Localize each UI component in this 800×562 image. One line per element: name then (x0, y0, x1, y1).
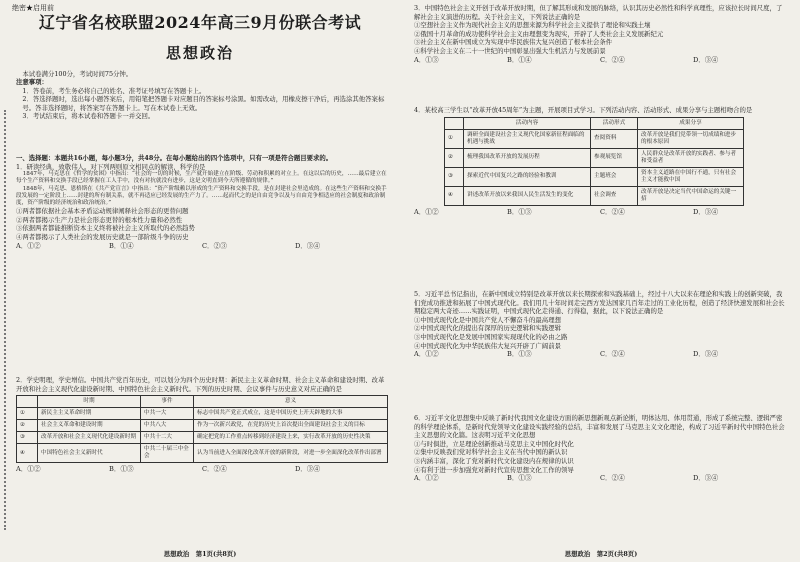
table-row: ② 社会主义革命和建设时期 中共八大 作为一次新兴政党，在党的历史上首次提出全面建设社会主义的目标 (17, 420, 388, 432)
header-content: 活动内容 (464, 117, 591, 129)
q5-option: ②中国式现代化的提出有深厚的历史逻辑和实践逻辑 (414, 324, 561, 333)
choice-b[interactable]: B．①④ (109, 241, 134, 250)
q6-stem: 6．习近平文化思想集中反映了新时代我国文化建设方面的新思想新观点新论断，明体达用、体用贯通，形成了系统完整、逻辑严密的科学理论体系，是新时代党领导文化建设实践经验的总结，丰富和发展了马克思主义文化理论，构成了习近平新时代中国特色社会主义思想的文化篇。这表明习近平文化思想 (414, 414, 785, 440)
cell: 中国特色社会主义新时代 (38, 444, 141, 463)
cell: ② (445, 148, 464, 167)
question-4 (414, 106, 786, 217)
header-form: 活动形式 (591, 117, 638, 129)
choice-c[interactable]: C．②④ (600, 55, 625, 64)
secret-label: 绝密★启用前 (12, 4, 54, 12)
page-footer-left: 思想政治 第1页(共8页) (163, 550, 237, 558)
q4-stem: 4．某校高三学生以“改革开放45周年”为主题，开展项目式学习。下列活动内容、活动形式、成果分享与主题相吻合的是 (414, 106, 753, 114)
cell: ③ (445, 167, 464, 186)
cell: 改革开放是决定当代中国命运的关键一招 (638, 186, 744, 205)
choice-a[interactable]: A．①② (414, 207, 439, 216)
q2-stem: 2．学史明理，学史增信。中国共产党百年历史，可以划分为四个历史时期：新民主主义革命时期、社会主义革命和建设时期、改革开放和社会主义现代化建设新时期、中国特色社会主义新时代。下列的历史时期、会议事件与历史意义对应正确的是 (16, 376, 385, 393)
cell: 探索近代中国复兴之路的经验和教训 (464, 167, 591, 186)
cell: 社会调查 (591, 186, 638, 205)
q4-choices (414, 208, 786, 217)
q6-choices (414, 474, 786, 483)
page-footer-right: 思想政治 第2页(共8页) (564, 550, 638, 558)
q1-quote1: 1847年，马克思在《哲学的贫困》中指出：“社会的一切的时候，生产就开始建立在阶级、劳动和积累的对立上。在这以后的历史，……最后建立在每个生产资料和交换手段已经掌握在工人手中，没有对抗就没有进步，这是文明直到今天所遵循的规律。” (16, 171, 387, 185)
table-row (445, 186, 744, 205)
choice-d[interactable]: D．③④ (295, 465, 321, 474)
q4-table (444, 117, 744, 206)
note-item: 2．答选择题时，选出每小题答案后，用铅笔把答题卡对应题目的答案标号涂黑。如需改动，用橡皮擦干净后，再选涂其他答案标号。答非选择题时，将答案写在答题卡上。写在本试卷上无效。 (22, 95, 385, 112)
cell: 改革开放是我们党带领一切成绩和进步的根本原因 (638, 129, 744, 148)
q3-stem: 3．中国特色社会主义开创于改革开放时期，但了解其形成和发展的脉络，认识其历史必然性和科学真理性，应该拉长时间尺度，了解社会主义演进的历程。关于社会主义，下列说法正确的是 (414, 4, 783, 21)
question-6 (414, 414, 786, 483)
q6-option: ④有利于进一步加强党对新时代宣传思想文化工作的领导 (414, 465, 574, 474)
exam-title: 辽宁省名校联盟2024年高三9月份联合考试 (38, 13, 362, 32)
header-event: 事件 (141, 396, 194, 408)
q6-option: ②集中反映我们党对科学社会主义在当代中国的新认识 (414, 448, 568, 457)
choice-c[interactable]: C．②③ (202, 241, 227, 250)
q5-option: ④中国式现代化为中华民族伟大复兴开辟了广阔前景 (414, 341, 561, 350)
cell: 人民群众是改革开放的实践者、参与者和受益者 (638, 148, 744, 167)
cell: 认为当前进入全面深化改革开放的新阶段，对进一步全面深化改革作出部署 (194, 444, 388, 463)
q3-choices (414, 56, 786, 65)
q5-option: ③中国式现代化是发展中国国家实现现代化的必由之路 (414, 332, 568, 341)
cell: 中共一大 (141, 408, 194, 420)
cell: 中共八大 (141, 420, 194, 432)
choice-b[interactable]: B．①④ (507, 55, 532, 64)
cell: 作为一次新兴政党，在党的历史上首次提出全面建设社会主义的目标 (194, 420, 388, 432)
question-5 (414, 290, 786, 359)
q1-option: ④两者都揭示了人类社会的发展历史就是一部阶级斗争的历史 (16, 232, 189, 241)
section-heading: 一、选择题：本题共16小题，每小题3分，共48分。在每小题给出的四个选项中，只有一项是符合题目要求的。 (16, 154, 333, 162)
cell: ① (445, 129, 464, 148)
cell: 主题班会 (591, 167, 638, 186)
q3-option: ④科学社会主义在二十一世纪的中国彰显出强大生机活力与发展前景 (414, 46, 606, 55)
cell: 社会主义革命和建设时期 (38, 420, 141, 432)
table-row (445, 148, 744, 167)
choice-c[interactable]: C．②④ (600, 350, 625, 359)
cell: 梳理我国改革开放的发展历程 (464, 148, 591, 167)
q3-option: ②俄国十月革命的成功使科学社会主义由理想变为现实，开辟了人类社会主义发展新纪元 (414, 29, 664, 38)
choice-b[interactable]: B．①③ (507, 207, 532, 216)
choice-a[interactable]: A．①② (16, 241, 41, 250)
table-header-row (17, 396, 388, 408)
question-3 (414, 4, 786, 65)
table-row: ④ 中国特色社会主义新时代 中共二十届三中全会 认为当前进入全面深化改革开放的新阶段，对进一步全面深化改革作出部署 (17, 444, 388, 463)
choice-a[interactable]: A．①② (16, 465, 41, 474)
header-meaning: 意义 (194, 396, 388, 408)
choice-c[interactable]: C．②④ (202, 465, 227, 474)
choice-a[interactable]: A．①② (414, 474, 439, 483)
q3-option: ①空想社会主义作为现代社会主义的思想来源为科学社会主义提供了理论和实践土壤 (414, 21, 651, 30)
table-row (445, 129, 744, 148)
choice-d[interactable]: D．③④ (693, 350, 719, 359)
q2-choices (16, 465, 388, 474)
choice-a[interactable]: A．①③ (414, 55, 439, 64)
right-page (406, 0, 796, 562)
table-row: ③ 改革开放和社会主义现代化建设新时期 中共十二大 确定把党的工作重点转移到经济建设上来，实行改革开放的历史性决策 (17, 432, 388, 444)
q1-choices (16, 242, 388, 251)
q5-stem: 5．习近平总书记指出，在新中国成立特别是改革开放以来长期探索和实践基础上，经过十八大以来在理论和实践上的创新突破，我们党成功推进和拓展了中国式现代化。我们用几十年时间走完西方发达国家几百年走过的工业化历程，创造了经济快速发展和社会长期稳定两大奇迹……实践证明，中国式现代化走得通、行得稳，据此，以下说法正确的是 (414, 290, 785, 316)
q1-quote2: 1848年，马克思、恩格斯在《共产党宣言》中指出：“资产阶级赖以形成的生产资料和交换手段，是在封建社会里造成的。在这些生产资料和交换手段发展的一定阶段上……封建的所有制关系，就不再适应已经发展的生产力了。……起而代之的是自由竞争以及与自由竞争相适应的社会制度和政治制度，资产阶级的经济统治和政治统治。” (16, 185, 387, 206)
cell: 参观展览馆 (591, 148, 638, 167)
q6-option: ③内涵丰富，深化了党对新时代文化建设内在规律的认识 (414, 456, 574, 465)
q1-option: ①两者都依据社会基本矛盾运动规律阐释社会形态的更替问题 (16, 207, 189, 216)
choice-b[interactable]: B．①③ (507, 350, 532, 359)
choice-d[interactable]: D．③④ (693, 55, 719, 64)
q5-choices (414, 350, 786, 359)
cell: 标志中国共产党正式成立，这是中国历史上开天辟地的大事 (194, 408, 388, 420)
cell: 新民主主义革命时期 (38, 408, 141, 420)
table-header-row (445, 117, 744, 129)
q6-option: ①与时俱进，立足理论创新推动马克思主义中国化时代化 (414, 439, 574, 448)
table-row (445, 167, 744, 186)
left-page (4, 0, 396, 562)
question-2 (16, 376, 388, 474)
table-row: ① 新民主主义革命时期 中共一大 标志中国共产党正式成立，这是中国历史上开天辟地的大事 (17, 408, 388, 420)
header-result: 成果分享 (638, 117, 744, 129)
cell: 查阅资料 (591, 129, 638, 148)
q1-stem: 1．研读经典，致敬伟人。对下列两则原文相同点的解读，科学的是 (16, 162, 206, 171)
cell: 调研全面建设社会主义现代化国家新征程面临的机遇与挑战 (464, 129, 591, 148)
instructions (16, 70, 388, 120)
note-item: 3．考试结束后，将本试卷和答题卡一并交回。 (22, 112, 155, 121)
choice-c[interactable]: C．②④ (600, 207, 625, 216)
header-period: 时期 (38, 396, 141, 408)
notes-title: 注意事项： (16, 78, 48, 87)
choice-b[interactable]: B．①③ (109, 465, 134, 474)
q1-option: ②两者都揭示生产力是社会形态更替的根本性力量和必然性 (16, 215, 183, 224)
choice-a[interactable]: A．①② (414, 350, 439, 359)
note-item: 1．答卷前，考生务必将自己的姓名、准考证号填写在答题卡上。 (22, 86, 206, 95)
choice-b[interactable]: B．①③ (507, 474, 532, 483)
choice-d[interactable]: D．③④ (295, 241, 321, 250)
choice-d[interactable]: D．③④ (693, 474, 719, 483)
cell: 讲述改革开放以来我国人民生活发生的变化 (464, 186, 591, 205)
choice-d[interactable]: D．③④ (693, 207, 719, 216)
cell: 中共十二大 (141, 432, 194, 444)
q5-option: ①中国式现代化是中国共产党人不懈奋斗的最高理想 (414, 315, 561, 324)
cell: 改革开放和社会主义现代化建设新时期 (38, 432, 141, 444)
subject-title: 思想政治 (165, 44, 234, 62)
cell: ④ (445, 186, 464, 205)
intro-text: 本试卷满分100分，考试时间75分钟。 (22, 70, 133, 78)
question-1 (16, 154, 388, 251)
binding-line (4, 110, 12, 530)
cell: 中共二十届三中全会 (141, 444, 194, 463)
q3-option: ③社会主义在新中国成立为实现中华民族伟大复兴创造了根本社会条件 (414, 38, 613, 47)
cell: 确定把党的工作重点转移到经济建设上来，实行改革开放的历史性决策 (194, 432, 388, 444)
q1-option: ③依据两者都能推断资本主义终将被社会主义所取代的必然趋势 (16, 224, 195, 233)
cell: 资本主义道路在中国行不通，只有社会主义才能救中国 (638, 167, 744, 186)
q2-table (16, 395, 388, 463)
choice-c[interactable]: C．②④ (600, 474, 625, 483)
